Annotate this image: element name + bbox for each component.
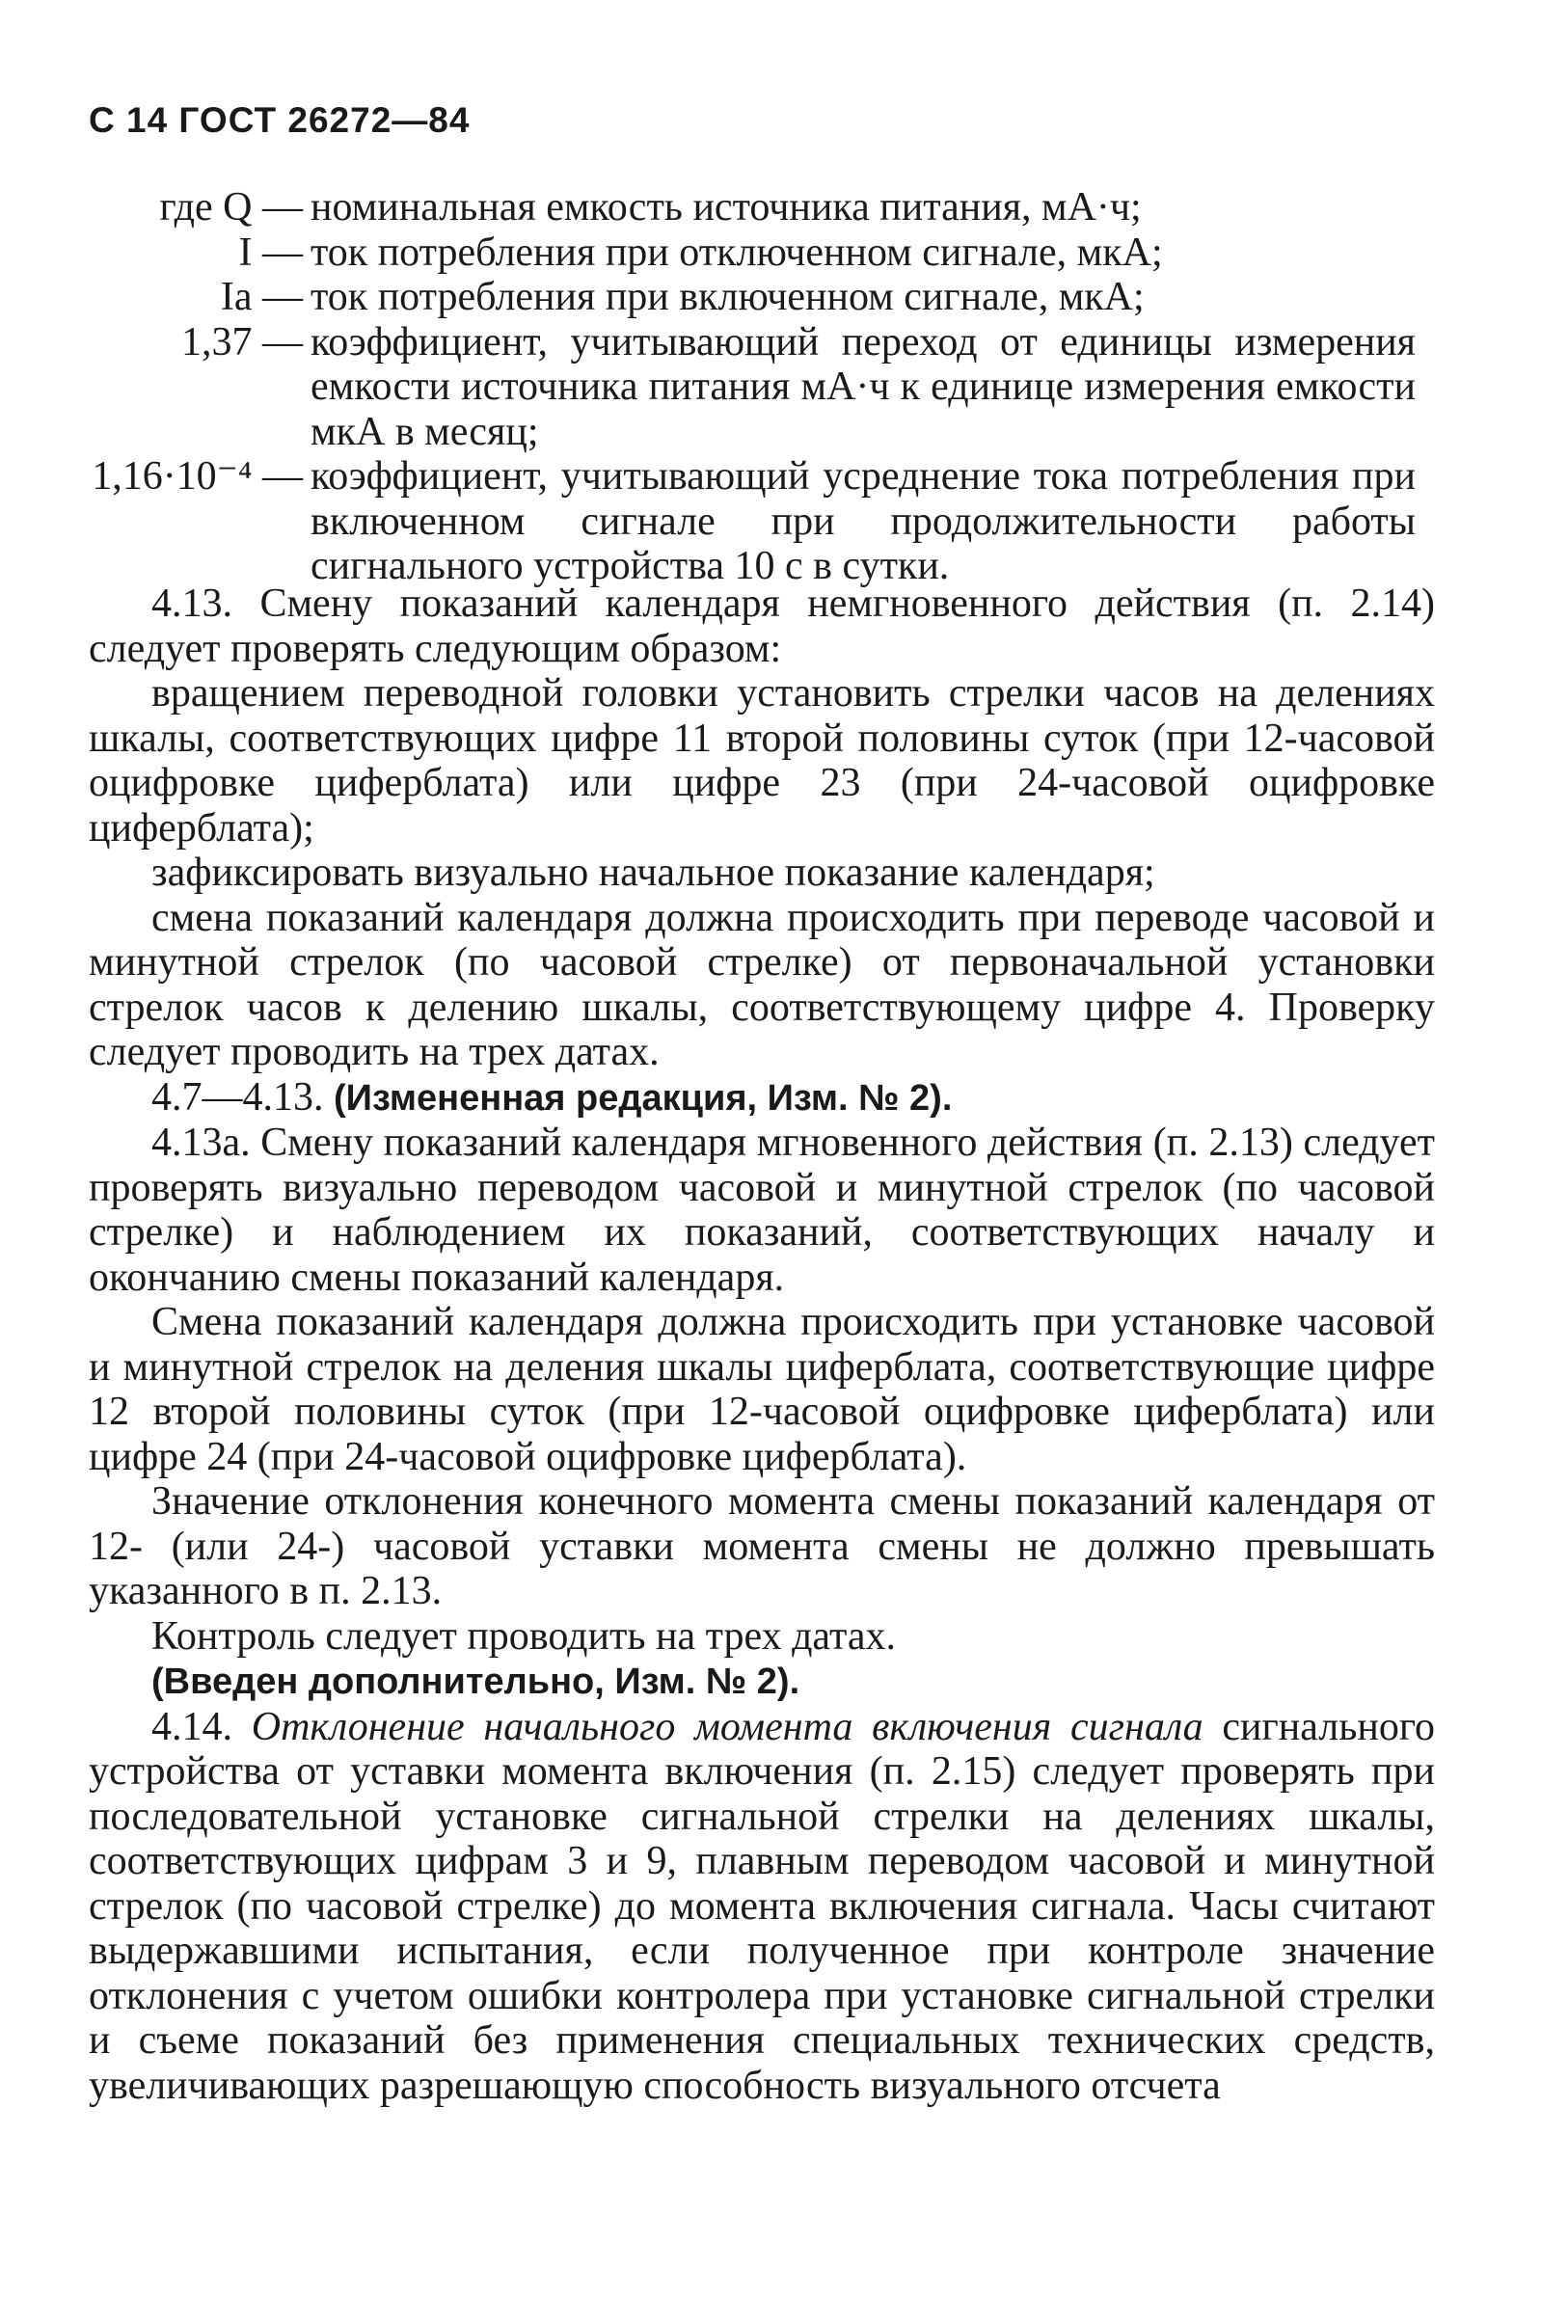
paragraph-4-13: 4.13. Смену показаний календаря немгновенного действия (п. 2.14) следует проверять следующим образом: (89, 581, 1435, 671)
paragraph-introduced (89, 1659, 1435, 1705)
paragraph-fix-reading: зафиксировать визуально начальное показание календаря; (151, 851, 1155, 895)
definition-term: Iа — (220, 275, 303, 319)
definition-desc: номинальная емкость источника питания, мА·ч; (311, 185, 1142, 230)
definition-desc: ток потребления при отключенном сигнале, мкА; (311, 230, 1163, 275)
introduced-note: (Введен дополнительно, Изм. № 2). (151, 1662, 800, 1702)
definition-term: 1,16·10⁻⁴ — (92, 454, 303, 499)
section-lead: 4.14. (151, 1704, 252, 1749)
italic-term: Отклонение начального момента включения сигнала (251, 1704, 1203, 1749)
amendment-lead: 4.7—4.13. (151, 1074, 334, 1120)
paragraph-4-13a: 4.13а. Смену показаний календаря мгновенного действия (п. 2.13) следует проверять визуально переводом часовой и минутной стрелок (по часовой стрелке) и наблюдением их показаний, соответствующих началу и окончанию смены показаний календаря. (89, 1121, 1435, 1300)
paragraph-4-14 (89, 1705, 1435, 2109)
page-header: С 14 ГОСТ 26272—84 (89, 100, 471, 140)
definition-term: где Q — (159, 185, 303, 230)
definition-desc: коэффициент, учитывающий переход от единицы измерения емкости источника питания мА·ч к единице измерения емкости мкА в месяц; (311, 319, 1416, 454)
amendment-note: (Измененная редакция, Изм. № 2). (334, 1077, 953, 1119)
definition-desc: ток потребления при включенном сигнале, мкА; (311, 275, 1145, 319)
definition-row (89, 275, 1439, 320)
section-text: сигнального устройства от уставки момента включения (п. 2.15) следует проверять при последовательной установке сигнальной стрелки на делениях шкалы, соответствующих цифрам 3 и 9, плавным переводом часовой и минутной стрелок (по часовой стрелке) до момента включения сигнала. Часы считают выдержавшими испытания, если полученное при контроле значение отклонения с учетом ошибки контролера при установке сигнальной стрелки и съеме показаний без применения специальных технических средств, увеличивающих разрешающую способность визуального отсчета (89, 1704, 1436, 2108)
definition-row (89, 185, 1439, 230)
definition-row (89, 454, 1439, 589)
paragraph-amendment-4-7 (89, 1075, 1435, 1121)
definition-row (89, 320, 1439, 455)
formula-definitions (89, 185, 1439, 589)
paragraph-rotate-crown: вращением переводной головки установить стрелки часов на делениях шкалы, соответствующих цифре 11 второй половины суток (при 12-часовой оцифровке циферблата) или цифре 23 (при 24-часовой оцифровке циферблата); (89, 671, 1435, 851)
definition-term: I — (238, 230, 303, 275)
paragraph-instant-change: Смена показаний календаря должна происходить при установке часовой и минутной стрелок на деления шкалы циферблата, соответствующие цифре 12 второй половины суток (при 12-часовой оцифровке циферблата) или цифре 24 (при 24-часовой оцифровке циферблата). (89, 1300, 1435, 1479)
paragraph-calendar-change: смена показаний календаря должна происходить при переводе часовой и минутной стрелок (по часовой стрелке) от первоначальной установки стрелок часов к делению шкалы, соответствующему цифре 4. Проверку следует проводить на трех датах. (89, 895, 1435, 1074)
definition-desc: коэффициент, учитывающий усреднение тока потребления при включенном сигнале при продолжительности работы сигнального устройства 10 с в сутки. (311, 454, 1416, 588)
definition-row (89, 230, 1439, 276)
document-body (89, 581, 1435, 2108)
paragraph-deviation: Значение отклонения конечного момента смены показаний календаря от 12- (или 24-) часовой уставки момента смены не должно превышать указанного в п. 2.13. (89, 1479, 1435, 1613)
paragraph-control: Контроль следует проводить на трех датах. (151, 1613, 896, 1659)
definition-term: 1,37 — (181, 319, 303, 365)
